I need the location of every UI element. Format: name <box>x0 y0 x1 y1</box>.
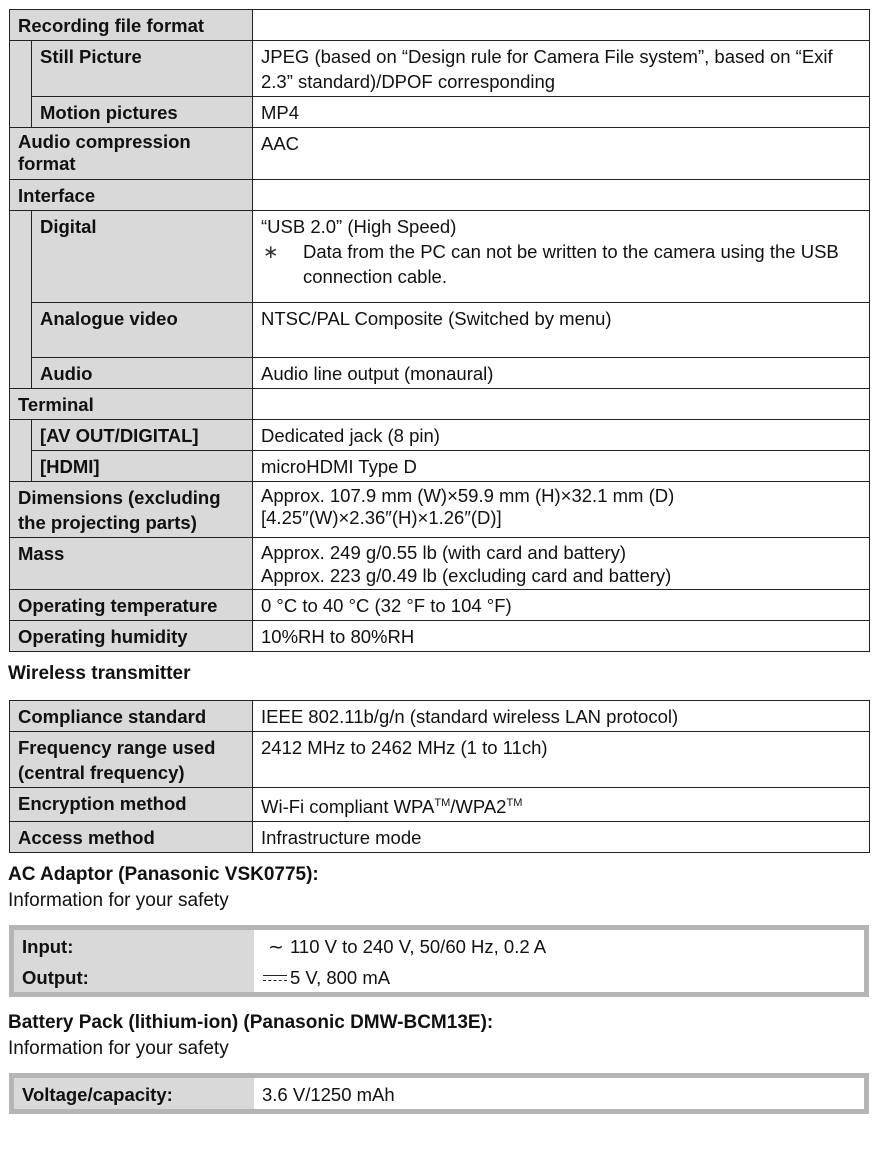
spec-label: Terminal <box>10 389 253 420</box>
spec-label: Voltage/capacity: <box>14 1078 254 1109</box>
trademark-mark: TM <box>506 797 523 809</box>
spec-value: JPEG (based on “Design rule for Camera File system”, based on “Exif 2.3” standard)/DPOF corresponding <box>253 41 870 97</box>
wireless-table <box>9 700 870 853</box>
dimensions-metric: Approx. 107.9 mm (W)×59.9 mm (H)×32.1 mm (D) <box>261 485 675 506</box>
table-row <box>10 389 870 420</box>
table-row <box>10 590 870 621</box>
spec-label: Frequency range used (central frequency) <box>10 732 253 788</box>
spec-value: 10%RH to 80%RH <box>253 621 870 652</box>
output-value: 5 V, 800 mA <box>290 967 391 989</box>
table-row <box>10 128 870 180</box>
spec-page <box>9 9 869 1114</box>
spec-value: 0 °C to 40 °C (32 °F to 104 °F) <box>253 590 870 621</box>
spec-value: Dedicated jack (8 pin) <box>253 420 870 451</box>
table-row <box>10 621 870 652</box>
table-row <box>14 1078 864 1109</box>
table-row <box>10 211 870 303</box>
spec-value: AAC <box>253 128 870 180</box>
spec-value: MP4 <box>253 97 870 128</box>
spec-label: Interface <box>10 180 253 211</box>
spec-value <box>253 788 870 822</box>
table-row <box>10 358 870 389</box>
spec-value: 3.6 V/1250 mAh <box>254 1078 864 1109</box>
trademark-mark: TM <box>434 797 451 809</box>
mass-with-battery: Approx. 249 g/0.55 lb (with card and battery) <box>261 542 627 563</box>
usb-value: “USB 2.0” (High Speed) <box>261 216 457 237</box>
spec-label: Motion pictures <box>32 97 253 128</box>
encryption-part-b: /WPA2 <box>450 796 507 818</box>
spec-label: Operating humidity <box>10 621 253 652</box>
table-row <box>10 732 870 788</box>
indent-cell <box>10 97 32 128</box>
spec-label: Operating temperature <box>10 590 253 621</box>
spec-label: Access method <box>10 822 253 853</box>
spec-value <box>254 961 864 992</box>
table-row <box>10 97 870 128</box>
table-row <box>14 930 864 961</box>
spec-label: Still Picture <box>32 41 253 97</box>
ac-adaptor-table <box>14 930 864 992</box>
table-row <box>10 822 870 853</box>
spec-label: Digital <box>32 211 253 303</box>
spec-label: Recording file format <box>10 10 253 41</box>
ac-adaptor-heading: AC Adaptor (Panasonic VSK0775): <box>8 864 319 886</box>
spec-label: Encryption method <box>10 788 253 822</box>
indent-cell <box>10 451 32 482</box>
camera-spec-table <box>9 9 870 652</box>
spec-label: [HDMI] <box>32 451 253 482</box>
input-value: 110 V to 240 V, 50/60 Hz, 0.2 A <box>290 936 547 958</box>
spec-label: Input: <box>14 930 254 961</box>
spec-value: IEEE 802.11b/g/n (standard wireless LAN protocol) <box>253 701 870 732</box>
spec-value <box>254 930 864 961</box>
mass-without-battery: Approx. 223 g/0.49 lb (excluding card and battery) <box>261 565 672 586</box>
spec-label: Audio <box>32 358 253 389</box>
spec-label: Dimensions (excluding the projecting parts) <box>10 482 253 538</box>
spec-label: Mass <box>10 538 253 590</box>
table-row <box>10 10 870 41</box>
indent-cell <box>10 211 32 303</box>
spec-value: Infrastructure mode <box>253 822 870 853</box>
table-row <box>10 420 870 451</box>
table-row <box>10 482 870 538</box>
ac-adaptor-subtitle: Information for your safety <box>8 890 229 912</box>
ac-adaptor-box <box>9 925 869 997</box>
spec-value: NTSC/PAL Composite (Switched by menu) <box>253 303 870 358</box>
spec-value <box>253 10 870 41</box>
spec-label: Output: <box>14 961 254 992</box>
table-row <box>10 303 870 358</box>
spec-label: [AV OUT/DIGITAL] <box>32 420 253 451</box>
table-row <box>10 451 870 482</box>
indent-cell <box>10 303 32 358</box>
battery-box <box>9 1073 869 1114</box>
indent-cell <box>10 420 32 451</box>
table-row <box>14 961 864 992</box>
usb-note <box>261 239 862 289</box>
table-row <box>10 41 870 97</box>
battery-heading: Battery Pack (lithium-ion) (Panasonic DMW-BCM13E): <box>8 1012 494 1034</box>
table-row <box>10 788 870 822</box>
spec-value: 2412 MHz to 2462 MHz (1 to 11ch) <box>253 732 870 788</box>
asterisk-icon: ∗ <box>263 241 279 262</box>
table-row <box>10 538 870 590</box>
dimensions-imperial: [4.25″(W)×2.36″(H)×1.26″(D)] <box>261 507 502 528</box>
spec-label: Analogue video <box>32 303 253 358</box>
indent-cell <box>10 41 32 97</box>
spec-label: Audio compression format <box>10 128 253 180</box>
spec-value: Audio line output (monaural) <box>253 358 870 389</box>
spec-value <box>253 211 870 303</box>
battery-table <box>14 1078 864 1109</box>
encryption-part-a: Wi-Fi compliant WPA <box>261 796 435 818</box>
spec-label: Compliance standard <box>10 701 253 732</box>
note-text: Data from the PC can not be written to the camera using the USB connection cable. <box>303 241 839 287</box>
spec-value <box>253 180 870 211</box>
dc-current-icon <box>262 974 288 984</box>
battery-subtitle: Information for your safety <box>8 1038 229 1060</box>
indent-cell <box>10 358 32 389</box>
spec-value: microHDMI Type D <box>253 451 870 482</box>
spec-value <box>253 389 870 420</box>
ac-current-icon: ∼ <box>268 936 284 958</box>
wireless-heading: Wireless transmitter <box>8 663 191 684</box>
table-row <box>10 180 870 211</box>
spec-value <box>253 538 870 590</box>
spec-value <box>253 482 870 538</box>
table-row <box>10 701 870 732</box>
